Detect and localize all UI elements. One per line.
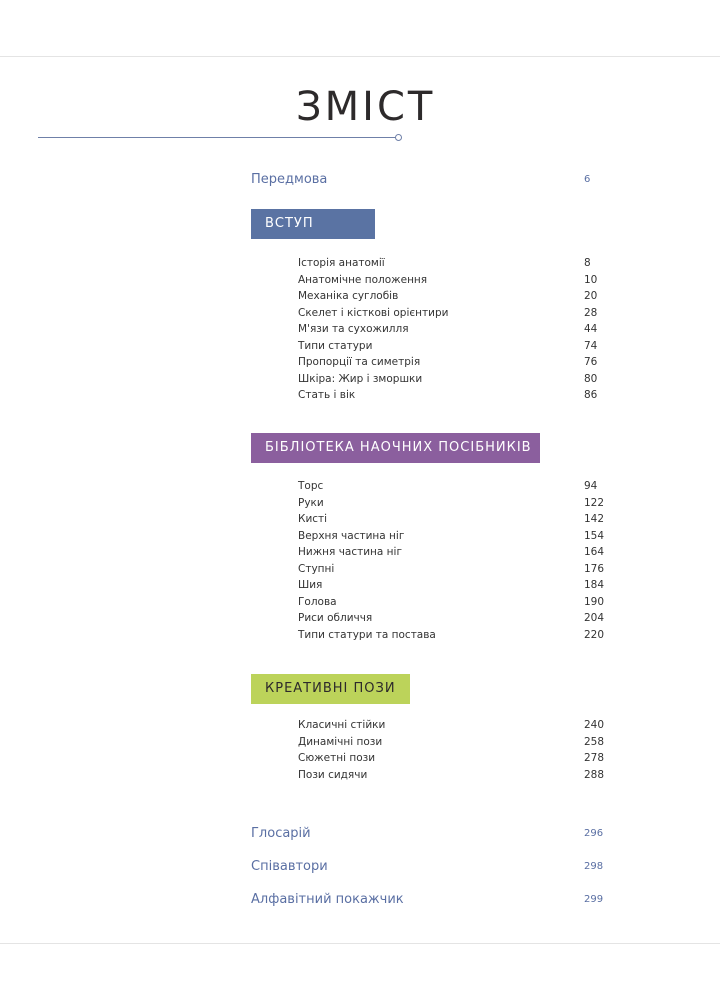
toc-entry-page: 86 <box>584 389 598 401</box>
toc-entry-label: Верхня частина ніг <box>298 529 405 542</box>
toc-entry-page: 240 <box>584 719 605 731</box>
section-header-intro[interactable]: ВСТУП <box>251 209 375 239</box>
toc-entry[interactable] <box>298 736 604 753</box>
title-underline-dot <box>395 134 402 141</box>
toc-entry-page: 142 <box>584 513 605 525</box>
toc-entry-label: Торс <box>298 480 324 492</box>
toc-entry[interactable] <box>298 752 604 769</box>
toc-entry-page: 94 <box>584 480 598 492</box>
toc-entry-page: 164 <box>584 546 605 558</box>
toc-entry-page: 154 <box>584 529 605 542</box>
toc-entry[interactable] <box>298 629 604 646</box>
toc-entry[interactable] <box>298 323 604 340</box>
toc-entry-label: Історія анатомії <box>298 257 385 269</box>
toc-entry-label: Стать і вік <box>298 389 356 401</box>
toc-entry[interactable] <box>298 340 604 357</box>
toc-entry-label: Анатомічне положення <box>298 273 428 286</box>
toc-entry-page: 8 <box>584 257 591 269</box>
toc-entry-label: Алфавітний покажчик <box>251 892 404 907</box>
toc-entry-page: 176 <box>584 562 605 575</box>
toc-entry[interactable] <box>298 719 604 736</box>
toc-entry[interactable] <box>298 596 604 613</box>
toc-entry-label: Типи статури та постава <box>298 628 436 641</box>
toc-entry[interactable] <box>298 389 604 406</box>
title-underline <box>38 137 398 138</box>
toc-entry-page: 190 <box>584 595 605 608</box>
toc-entry[interactable] <box>298 497 604 514</box>
toc-entry[interactable] <box>298 563 604 580</box>
toc-entry[interactable] <box>298 530 604 547</box>
page-title: ЗМІСТ <box>296 84 436 130</box>
toc-entry-label: М'язи та сухожилля <box>298 323 409 335</box>
toc-entry-label: Руки <box>298 496 324 509</box>
toc-entry-label: Передмова <box>251 172 328 187</box>
toc-entry-label: Глосарій <box>251 826 311 841</box>
toc-entry-label: Класичні стійки <box>298 719 386 731</box>
toc-entry-label: Динамічні пози <box>298 735 383 748</box>
toc-entry[interactable] <box>298 480 604 497</box>
toc-entry-label: Ступні <box>298 562 335 575</box>
section-list-intro <box>298 257 604 406</box>
toc-entry-page: 298 <box>584 861 604 872</box>
toc-entry-label: Пози сидячи <box>298 768 368 781</box>
section-list-creative-poses <box>298 719 604 785</box>
toc-entry[interactable] <box>298 769 604 786</box>
toc-entry-page: 74 <box>584 339 598 352</box>
toc-entry-page: 20 <box>584 290 598 302</box>
toc-entry-label: Нижня частина ніг <box>298 546 402 558</box>
toc-entry-page: 296 <box>584 828 604 839</box>
toc-entry-page: 220 <box>584 628 605 641</box>
toc-entry-page: 28 <box>584 306 598 319</box>
toc-entry[interactable] <box>298 274 604 291</box>
toc-entry[interactable] <box>298 307 604 324</box>
section-header-creative-poses[interactable]: КРЕАТИВНІ ПОЗИ <box>251 674 410 704</box>
toc-entry-label: Риси обличчя <box>298 612 373 624</box>
toc-entry-page: 80 <box>584 372 598 385</box>
toc-entry-page: 10 <box>584 273 598 286</box>
toc-entry-page: 122 <box>584 496 605 509</box>
toc-entry-label: Кисті <box>298 513 328 525</box>
toc-entry[interactable] <box>298 513 604 530</box>
toc-entry-label: Типи статури <box>298 339 373 352</box>
toc-entry[interactable] <box>298 356 604 373</box>
toc-entry[interactable] <box>298 612 604 629</box>
toc-entry[interactable] <box>298 290 604 307</box>
section-header-library[interactable]: БІБЛІОТЕКА НАОЧНИХ ПОСІБНИКІВ <box>251 433 540 463</box>
toc-entry-page: 278 <box>584 752 605 764</box>
toc-entry-page: 258 <box>584 735 605 748</box>
toc-entry-page: 184 <box>584 579 605 591</box>
toc-entry-page: 44 <box>584 323 598 335</box>
toc-entry-label: Шия <box>298 579 323 591</box>
section-list-library <box>298 480 604 645</box>
toc-entry-page: 204 <box>584 612 605 624</box>
toc-entry-label: Співавтори <box>251 859 328 874</box>
toc-entry-label: Голова <box>298 595 337 608</box>
toc-entry-page: 288 <box>584 768 605 781</box>
toc-entry[interactable] <box>298 373 604 390</box>
toc-entry-page: 6 <box>584 174 591 185</box>
toc-entry-label: Сюжетні пози <box>298 752 376 764</box>
toc-entry-page: 299 <box>584 894 604 905</box>
toc-entry[interactable] <box>298 579 604 596</box>
toc-entry-label: Скелет і кісткові орієнтири <box>298 306 449 319</box>
toc-entry-label: Пропорції та симетрія <box>298 356 421 368</box>
toc-entry[interactable] <box>298 546 604 563</box>
toc-entry-page: 76 <box>584 356 598 368</box>
toc-entry-label: Механіка суглобів <box>298 290 399 302</box>
toc-entry-label: Шкіра: Жир і зморшки <box>298 372 423 385</box>
toc-entry[interactable] <box>298 257 604 274</box>
